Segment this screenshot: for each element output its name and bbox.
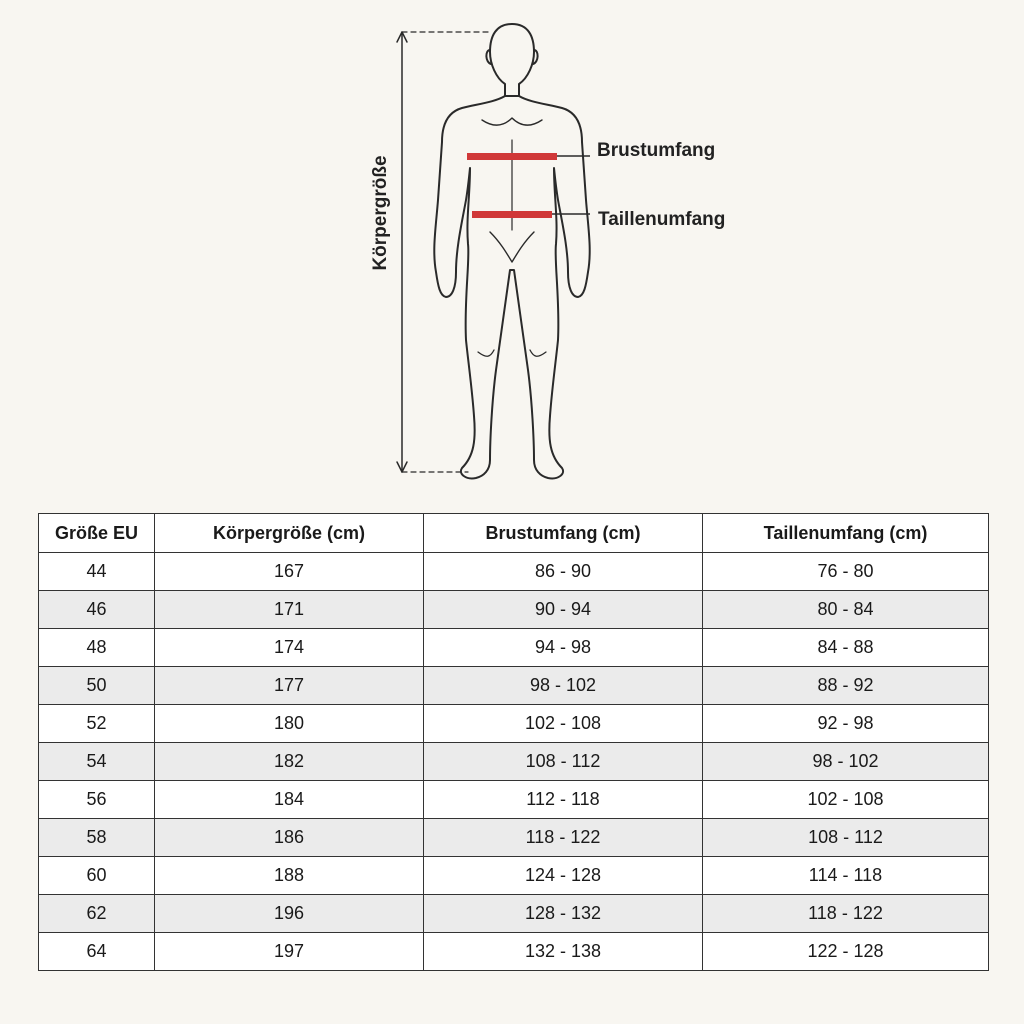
- cell-waist: 122 - 128: [703, 933, 989, 971]
- cell-height: 177: [155, 667, 424, 705]
- cell-chest: 108 - 112: [424, 743, 703, 781]
- header-size-eu: Größe EU: [39, 514, 155, 553]
- header-waist: Taillenumfang (cm): [703, 514, 989, 553]
- cell-height: 197: [155, 933, 424, 971]
- cell-height: 182: [155, 743, 424, 781]
- cell-size-eu: 60: [39, 857, 155, 895]
- cell-height: 180: [155, 705, 424, 743]
- cell-height: 184: [155, 781, 424, 819]
- cell-size-eu: 54: [39, 743, 155, 781]
- cell-chest: 112 - 118: [424, 781, 703, 819]
- cell-chest: 102 - 108: [424, 705, 703, 743]
- header-chest: Brustumfang (cm): [424, 514, 703, 553]
- table-row: [39, 895, 989, 933]
- chest-measure-band: [467, 153, 557, 160]
- cell-size-eu: 58: [39, 819, 155, 857]
- cell-chest: 90 - 94: [424, 591, 703, 629]
- cell-waist: 108 - 112: [703, 819, 989, 857]
- cell-size-eu: 52: [39, 705, 155, 743]
- table-row: [39, 667, 989, 705]
- cell-height: 196: [155, 895, 424, 933]
- cell-chest: 128 - 132: [424, 895, 703, 933]
- cell-size-eu: 50: [39, 667, 155, 705]
- height-label: Körpergröße: [370, 155, 391, 271]
- cell-waist: 118 - 122: [703, 895, 989, 933]
- chest-label: Brustumfang: [597, 140, 716, 161]
- cell-waist: 76 - 80: [703, 553, 989, 591]
- header-height: Körpergröße (cm): [155, 514, 424, 553]
- cell-waist: 98 - 102: [703, 743, 989, 781]
- table-row: [39, 781, 989, 819]
- cell-height: 186: [155, 819, 424, 857]
- cell-chest: 124 - 128: [424, 857, 703, 895]
- table-row: [39, 591, 989, 629]
- table-row: [39, 705, 989, 743]
- cell-size-eu: 64: [39, 933, 155, 971]
- cell-waist: 88 - 92: [703, 667, 989, 705]
- table-row: [39, 819, 989, 857]
- cell-height: 174: [155, 629, 424, 667]
- table-header-row: [39, 514, 989, 553]
- table-row: [39, 857, 989, 895]
- body-measurement-figure: [0, 0, 1024, 500]
- table-row: [39, 743, 989, 781]
- size-table: [38, 513, 989, 971]
- cell-chest: 118 - 122: [424, 819, 703, 857]
- waist-measure-band: [472, 211, 552, 218]
- cell-waist: 80 - 84: [703, 591, 989, 629]
- cell-height: 171: [155, 591, 424, 629]
- cell-size-eu: 46: [39, 591, 155, 629]
- cell-size-eu: 44: [39, 553, 155, 591]
- cell-chest: 98 - 102: [424, 667, 703, 705]
- cell-size-eu: 56: [39, 781, 155, 819]
- waist-label: Taillenumfang: [598, 209, 726, 230]
- cell-chest: 132 - 138: [424, 933, 703, 971]
- cell-waist: 114 - 118: [703, 857, 989, 895]
- cell-waist: 84 - 88: [703, 629, 989, 667]
- table-row: [39, 553, 989, 591]
- cell-size-eu: 48: [39, 629, 155, 667]
- cell-height: 188: [155, 857, 424, 895]
- cell-height: 167: [155, 553, 424, 591]
- cell-waist: 92 - 98: [703, 705, 989, 743]
- body-outline-illustration: [0, 0, 1024, 500]
- cell-size-eu: 62: [39, 895, 155, 933]
- cell-waist: 102 - 108: [703, 781, 989, 819]
- cell-chest: 94 - 98: [424, 629, 703, 667]
- table-row: [39, 933, 989, 971]
- cell-chest: 86 - 90: [424, 553, 703, 591]
- table-row: [39, 629, 989, 667]
